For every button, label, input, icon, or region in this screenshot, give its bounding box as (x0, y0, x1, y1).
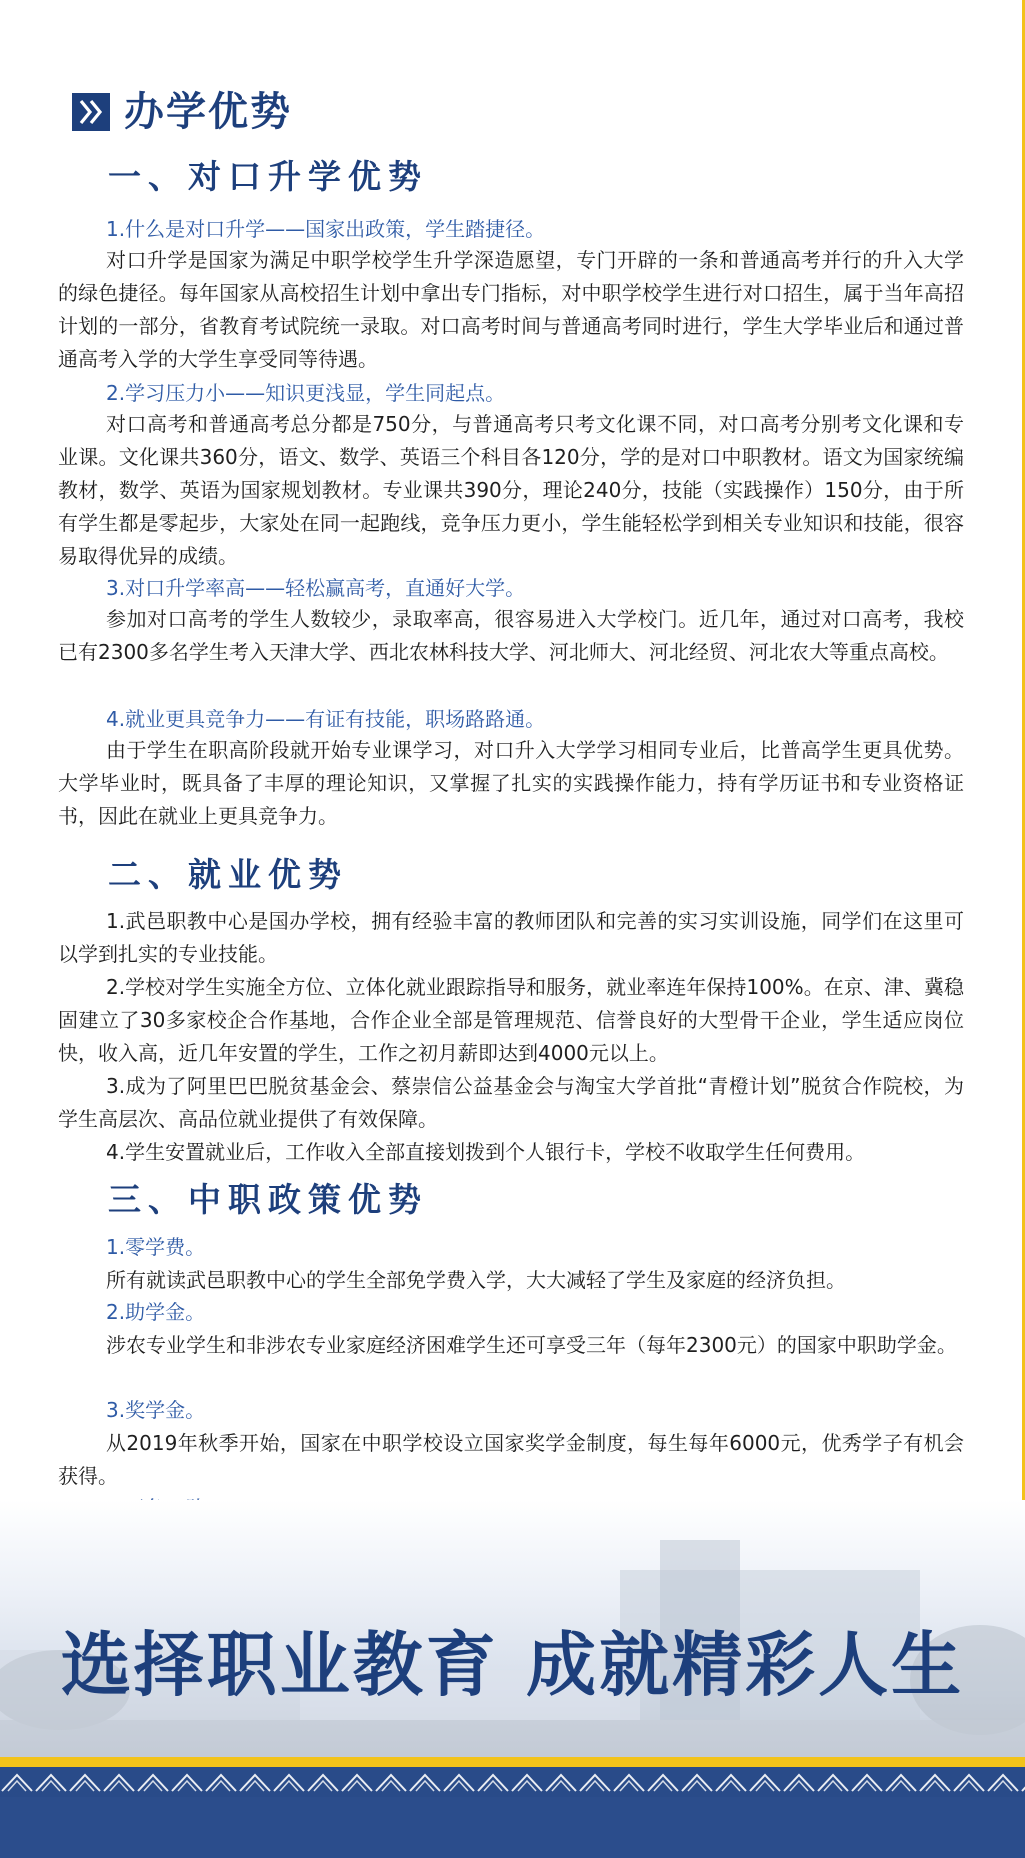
section1-item4-body: 由于学生在职高阶段就开始专业课学习，对口升入大学学习相同专业后，比普高学生更具优势。大学毕业时，既具备了丰厚的理论知识，又掌握了扎实的实践操作能力，持有学历证书和专业资格证书，因此在就业上更具竞争力。 (58, 738, 964, 828)
section2-paragraph-2: 2.学校对学生实施全方位、立体化就业跟踪指导和服务，就业率连年保持100%。在京、津、冀稳固建立了30多家校企合作基地，合作企业全部是管理规范、信誉良好的大型骨干企业，学生适应岗位快，收入高，近几年安置的学生，工作之初月薪即达到4000元以上。 (58, 975, 964, 1065)
section-title-3: 三、中职政策优势 (108, 1180, 428, 1219)
main-heading (72, 89, 292, 135)
bottom-band (0, 1797, 1025, 1858)
section2-paragraph-1: 1.武邑职教中心是国办学校，拥有经验丰富的教师团队和完善的实习实训设施，同学们在这里可以学到扎实的专业技能。 (58, 909, 964, 966)
section3-item2-heading: 2.助学金。 (106, 1300, 206, 1324)
section1-item2-body: 对口高考和普通高考总分都是750分，与普通高考只考文化课不同，对口高考分别考文化课和专业课。文化课共360分，语文、数学、英语三个科目各120分，学的是对口中职教材。语文为国家统编教材，数学、英语为国家规划教材。专业课共390分，理论240分，技能（实践操作）150分，由于所有学生都是零起步，大家处在同一起跑线，竞争压力更小，学生能轻松学到相关专业知识和技能，很容易取得优异的成绩。 (58, 412, 964, 568)
section1-item3-body: 参加对口高考的学生人数较少，录取率高，很容易进入大学校门。近几年，通过对口高考，我校已有2300多名学生考入天津大学、西北农林科技大学、河北师大、河北经贸、河北农大等重点高校。 (58, 607, 964, 664)
section-title-2: 二、就业优势 (108, 855, 348, 894)
section1-item3-heading: 3.对口升学率高——轻松赢高考，直通好大学。 (106, 576, 526, 600)
double-chevron-right-icon (72, 93, 110, 131)
section3-item1-heading: 1.零学费。 (106, 1235, 206, 1259)
footer-slogan: 选择职业教育 成就精彩人生 (60, 1623, 965, 1706)
section1-item4-heading: 4.就业更具竞争力——有证有技能，职场路路通。 (106, 707, 546, 731)
decorative-pattern-band (0, 1767, 1025, 1797)
main-heading-title: 办学优势 (124, 89, 292, 135)
section3-item3-body: 从2019年秋季开始，国家在中职学校设立国家奖学金制度，每生每年6000元，优秀学子有机会获得。 (58, 1431, 964, 1488)
section1-item1-heading: 1.什么是对口升学——国家出政策，学生踏捷径。 (106, 217, 546, 241)
section1-item1-body: 对口升学是国家为满足中职学校学生升学深造愿望，专门开辟的一条和普通高考并行的升入大学的绿色捷径。每年国家从高校招生计划中拿出专门指标，对中职学校学生进行对口招生，属于当年高招计划的一部分，省教育考试院统一录取。对口高考时间与普通高考同时进行，学生大学毕业后和通过普通高考入学的大学生享受同等待遇。 (58, 248, 964, 371)
section2-paragraph-3: 3.成为了阿里巴巴脱贫基金会、蔡崇信公益基金会与淘宝大学首批“青橙计划”脱贫合作院校，为学生高层次、高品位就业提供了有效保障。 (58, 1074, 964, 1131)
section3-item1-body: 所有就读武邑职教中心的学生全部免学费入学，大大减轻了学生及家庭的经济负担。 (106, 1268, 846, 1292)
footer (0, 1500, 1025, 1858)
section2-paragraph-4: 4.学生安置就业后，工作收入全部直接划拨到个人银行卡，学校不收取学生任何费用。 (106, 1140, 866, 1164)
section3-item2-body: 涉农专业学生和非涉农专业家庭经济困难学生还可享受三年（每年2300元）的国家中职助学金。 (106, 1333, 957, 1357)
section3-item3-heading: 3.奖学金。 (106, 1398, 206, 1422)
section-title-1: 一、对口升学优势 (108, 157, 428, 196)
gold-strip (0, 1757, 1025, 1767)
section1-item2-heading: 2.学习压力小——知识更浅显，学生同起点。 (106, 381, 506, 405)
